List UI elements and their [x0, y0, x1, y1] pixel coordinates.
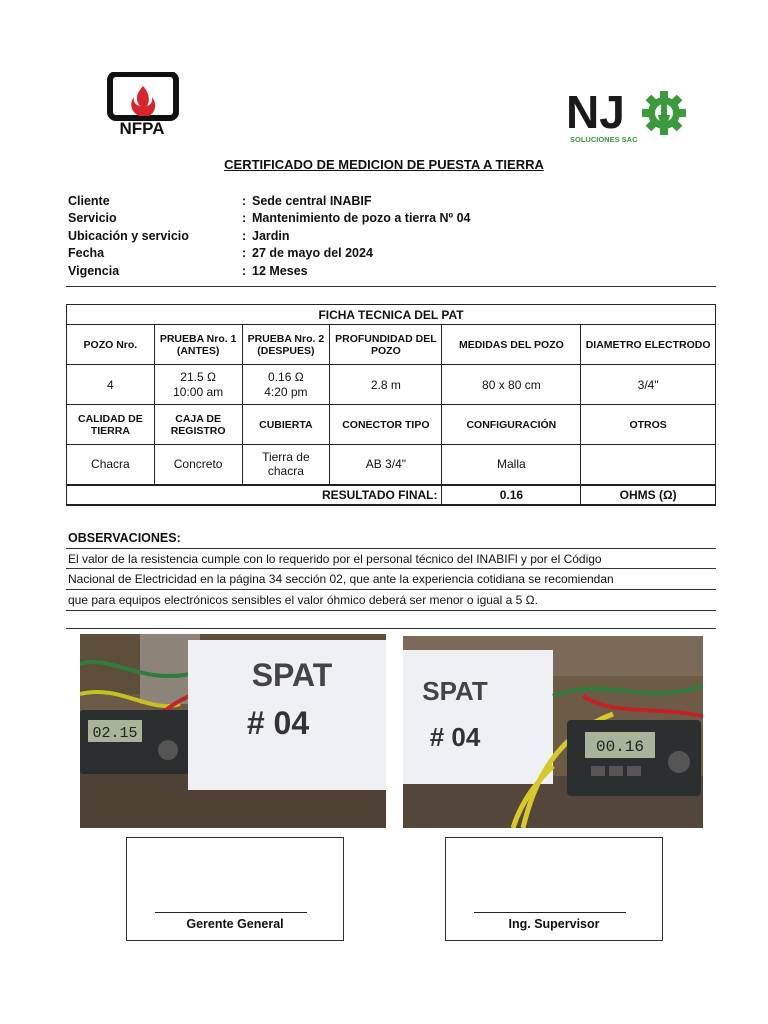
info-value: Jardin: [252, 228, 290, 243]
header-cell: OTROS: [581, 405, 716, 445]
sign-text: SPAT: [251, 657, 333, 693]
table-cell: Tierra de chacra: [242, 445, 330, 485]
table-cell: Chacra: [67, 445, 155, 485]
info-value: 12 Meses: [252, 263, 308, 278]
header-cell: DIAMETRO ELECTRODO: [581, 325, 716, 365]
info-value: Mantenimiento de pozo a tierra Nº 04: [252, 211, 471, 226]
info-row-fecha: Fecha : 27 de mayo del 2024: [68, 245, 688, 263]
info-label: Vigencia: [68, 263, 120, 278]
observation-line: El valor de la resistencia cumple con lo requerido por el personal técnico del INABIFl y por el Código: [66, 548, 716, 569]
ficha-title: FICHA TECNICA DEL PAT: [67, 305, 716, 325]
info-row-vigencia: Vigencia : 12 Meses: [68, 262, 688, 280]
table-cell: Malla: [442, 445, 581, 485]
divider: [66, 286, 716, 287]
ficha-tecnica-table: [66, 304, 716, 506]
meter-reading: 00.16: [595, 738, 645, 756]
header-cell: CAJA DE REGISTRO: [154, 405, 242, 445]
prueba2-time: 4:20 pm: [264, 384, 308, 399]
signature-line: [474, 912, 626, 913]
prueba1-cell: [154, 365, 242, 405]
svg-text:SOLUCIONES SAC: SOLUCIONES SAC: [570, 135, 638, 144]
header-cell: POZO Nro.: [67, 325, 155, 365]
sign-text: # 04: [246, 705, 310, 741]
client-info-block: [68, 192, 688, 280]
nj-soluciones-logo: [566, 86, 690, 144]
info-value: 27 de mayo del 2024: [252, 246, 373, 261]
observaciones-text: [66, 548, 716, 611]
header-cell: CUBIERTA: [242, 405, 330, 445]
observaciones-title: OBSERVACIONES:: [68, 531, 181, 545]
sign-text: SPAT: [422, 676, 488, 706]
info-label: Ubicación y servicio: [68, 228, 189, 243]
header-cell: MEDIDAS DEL POZO: [442, 325, 581, 365]
svg-text:NJ: NJ: [566, 86, 625, 138]
table-cell: AB 3/4": [330, 445, 442, 485]
observation-line: que para equipos electrónicos sensibles el valor óhmico deberá ser menor o igual a 5 Ω.: [66, 590, 716, 611]
signature-line: [155, 912, 307, 913]
profundidad-value: 2.8 m: [330, 365, 442, 405]
table-cell: Concreto: [154, 445, 242, 485]
resultado-label: RESULTADO FINAL:: [67, 485, 442, 505]
header-cell: PROFUNDIDAD DEL POZO: [330, 325, 442, 365]
signature-name: Gerente General: [186, 917, 284, 931]
pozo-value: 4: [67, 365, 155, 405]
resultado-value: 0.16: [442, 485, 581, 505]
resultado-unit: OHMS (Ω): [581, 485, 716, 505]
header-cell: PRUEBA Nro. 1 (ANTES): [154, 325, 242, 365]
prueba1-time: 10:00 am: [173, 384, 224, 399]
header-cell: CALIDAD DE TIERRA: [67, 405, 155, 445]
prueba1-value: 21.5 Ω: [180, 369, 216, 384]
sign-text: # 04: [429, 722, 481, 752]
photo-spat-after: [403, 636, 703, 828]
info-row-ubicacion: Ubicación y servicio : Jardin: [68, 227, 688, 245]
prueba2-value: 0.16 Ω: [268, 369, 304, 384]
prueba2-cell: [242, 365, 330, 405]
info-label: Fecha: [68, 246, 105, 261]
info-row-cliente: Cliente : Sede central INABIF: [68, 192, 688, 210]
gear-icon: [642, 91, 686, 135]
info-label: Cliente: [68, 193, 110, 208]
header-cell: PRUEBA Nro. 2 (DESPUES): [242, 325, 330, 365]
meter-reading: 02.15: [92, 725, 138, 742]
info-row-servicio: Servicio : Mantenimiento de pozo a tierra Nº 04: [68, 210, 688, 228]
info-value: Sede central INABIF: [252, 193, 372, 208]
document-title: CERTIFICADO DE MEDICION DE PUESTA A TIERRA: [224, 157, 544, 172]
observation-line: Nacional de Electricidad en la página 34 sección 02, que ante la experiencia cotidiana se recomiendan: [66, 569, 716, 590]
divider: [66, 628, 716, 629]
medidas-value: 80 x 80 cm: [442, 365, 581, 405]
photo-spat-before: [80, 634, 386, 828]
info-label: Servicio: [68, 211, 117, 226]
signature-box-gerente: [126, 837, 344, 941]
nfpa-logo: [104, 72, 182, 138]
svg-text:NFPA: NFPA: [119, 119, 165, 138]
table-cell: [581, 445, 716, 485]
diametro-value: 3/4": [581, 365, 716, 405]
signature-box-supervisor: [445, 837, 663, 941]
header-cell: CONFIGURACIÓN: [442, 405, 581, 445]
signature-name: Ing. Supervisor: [508, 917, 600, 931]
header-cell: CONECTOR TIPO: [330, 405, 442, 445]
